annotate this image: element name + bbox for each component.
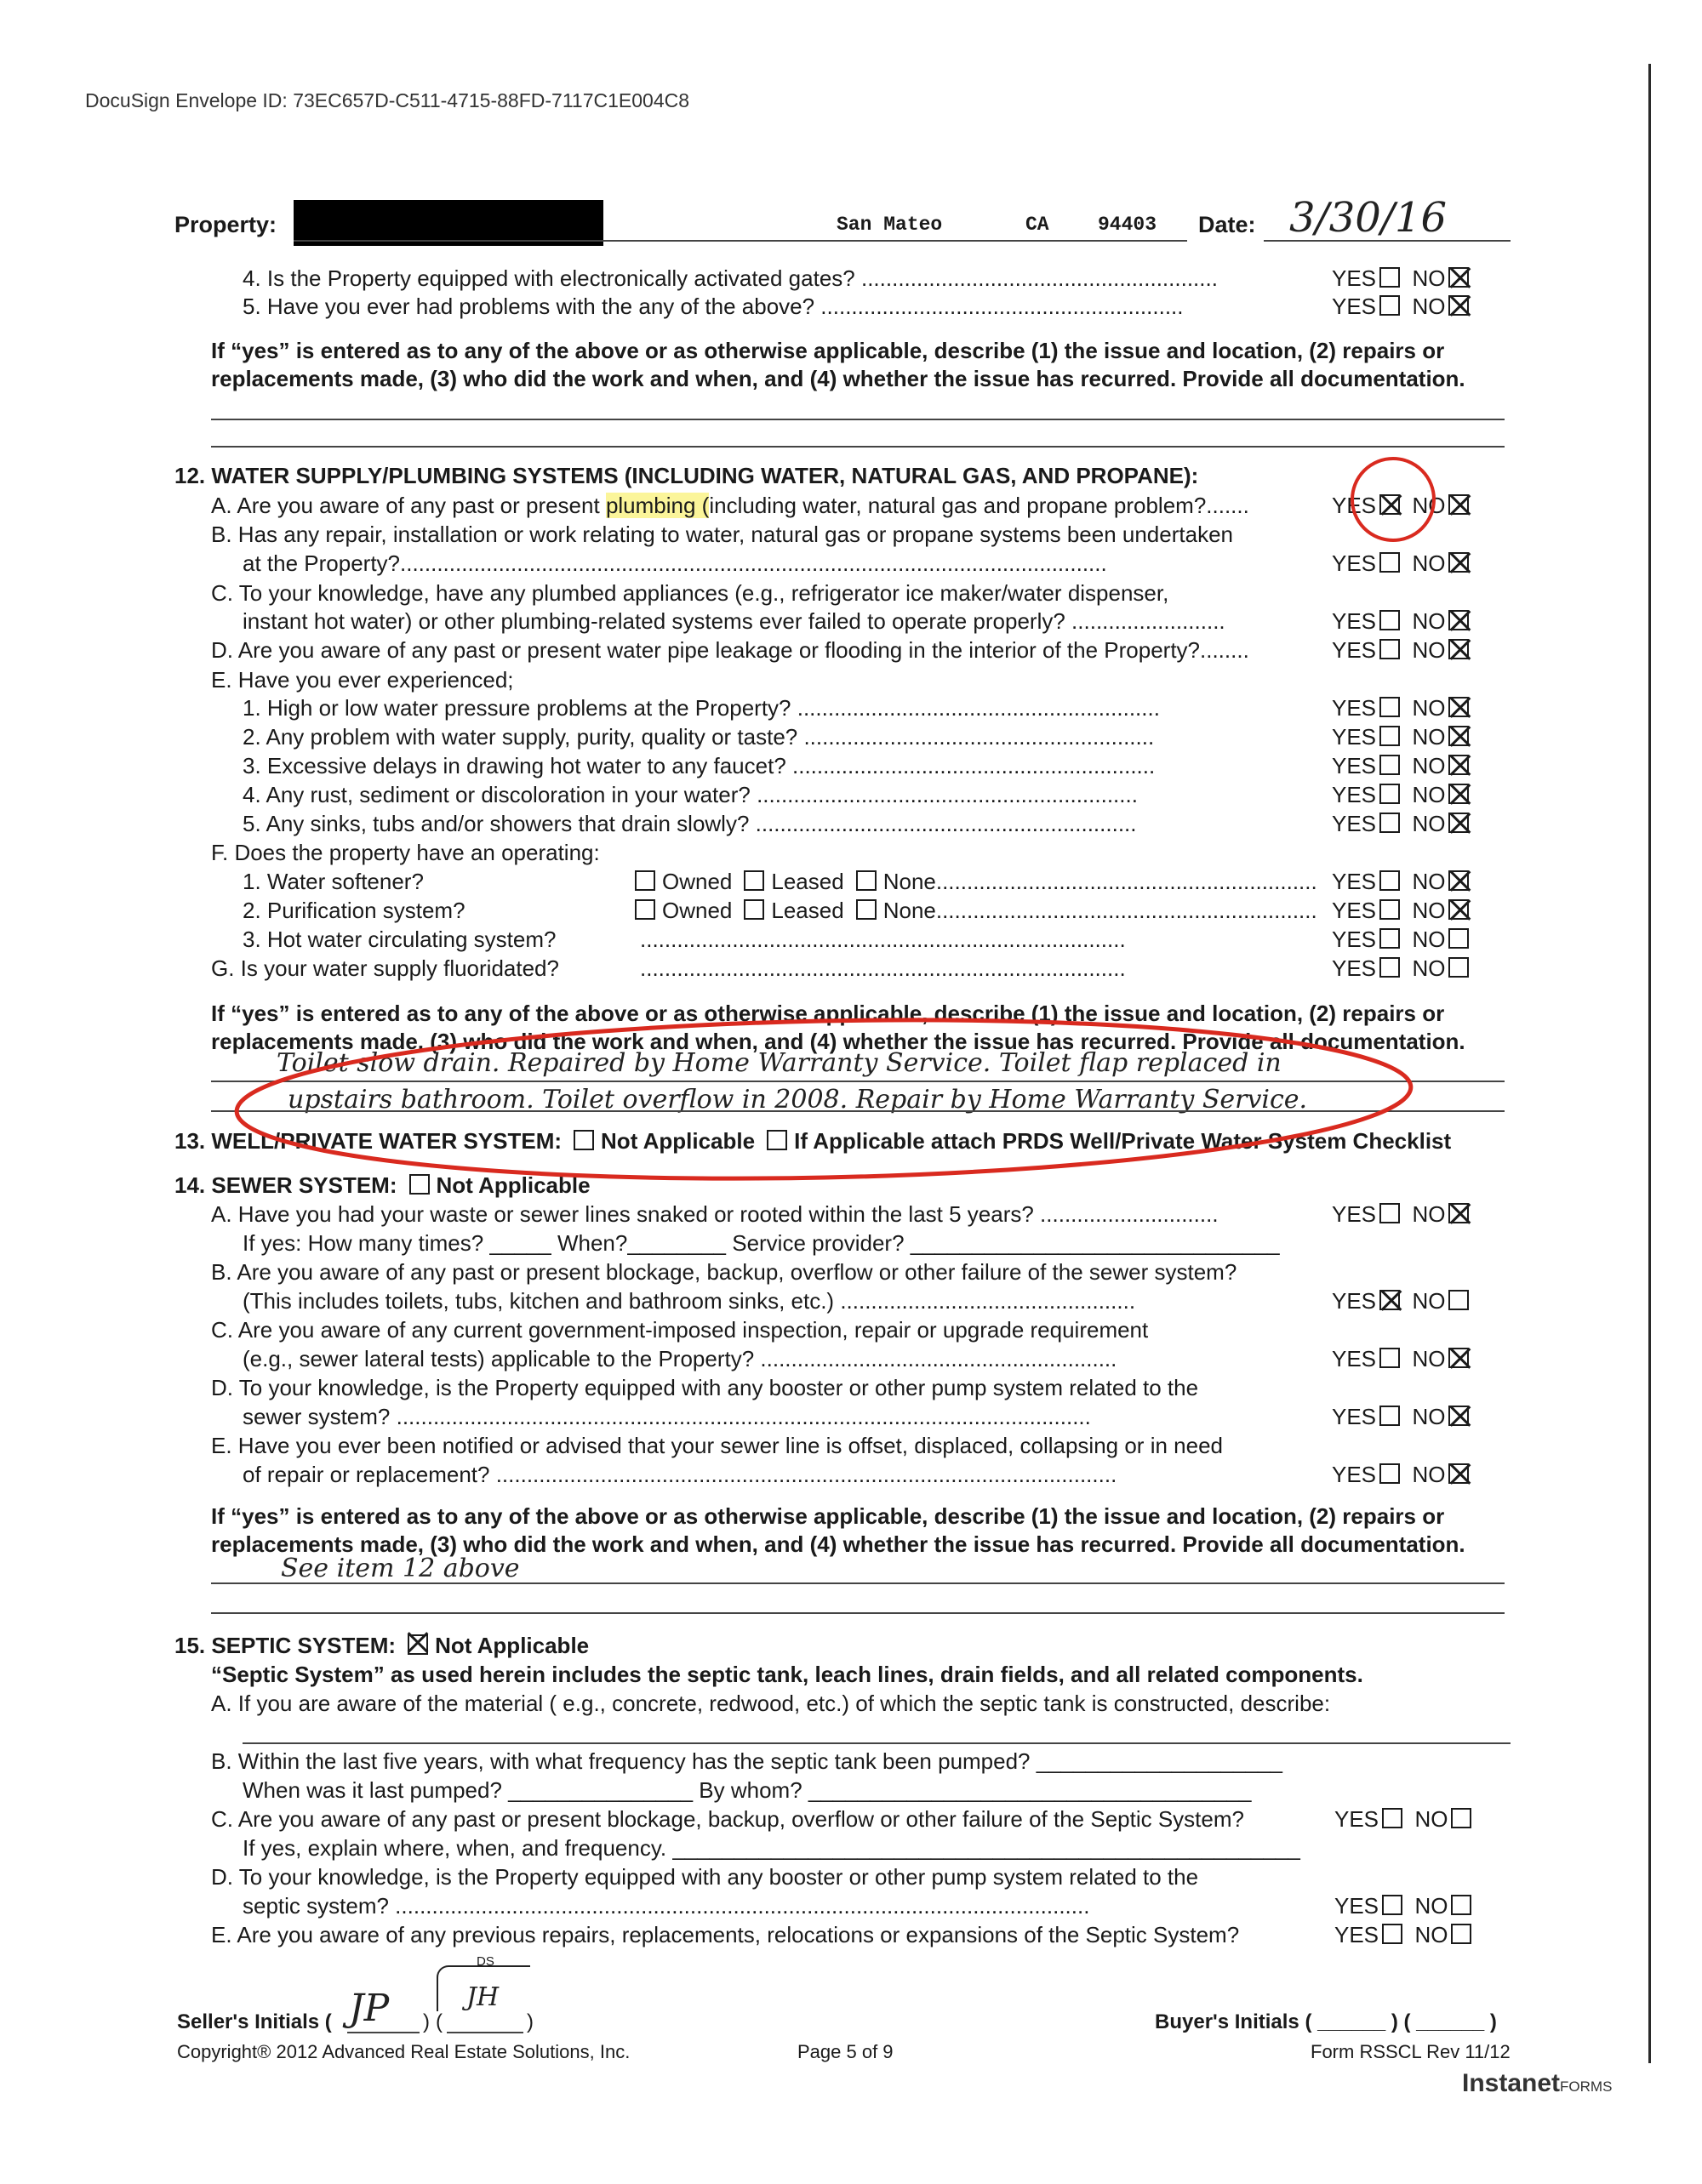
s14-note-2: replacements made, (3) who did the work and when, and (4) whether the issue has recurred. Provide all documentation. — [211, 1531, 1465, 1557]
s12-question-e3: 3. Excessive delays in drawing hot water to any faucet? ........................................................... — [243, 753, 1156, 778]
s12-e5-answer: YES NO — [1332, 810, 1469, 837]
s14-question-d: D. To your knowledge, is the Property equipped with any booster or other pump system related to the — [211, 1375, 1199, 1400]
s15-definition: “Septic System” as used herein includes the septic tank, leach lines, drain fields, and all related components. — [211, 1662, 1363, 1687]
date-label: Date: — [1198, 212, 1256, 237]
s14-b-answer: YES NO — [1332, 1287, 1469, 1314]
redacted-address — [294, 200, 603, 246]
s15-question-c-cont: If yes, explain where, when, and frequency. ___________________________________________________ — [243, 1835, 1300, 1861]
s12-e4-answer: YES NO — [1332, 781, 1469, 808]
section-15-title: 15. SEPTIC SYSTEM: Not Applicable — [174, 1633, 590, 1658]
s12-question-d: D. Are you aware of any past or present water pipe leakage or flooding in the interior of the Property?........ — [211, 637, 1249, 663]
seller-initial-2: JH — [466, 1982, 500, 2012]
s14-question-b-cont: (This includes toilets, tubs, kitchen and bathroom sinks, etc.) ................................................ — [243, 1288, 1136, 1314]
s12-question-a: A. Are you aware of any past or present plumbing (including water, natural gas and propane problem?....... — [211, 493, 1249, 518]
s15-question-b-cont: When was it last pumped? _______________ By whom? ____________________________________ — [243, 1777, 1252, 1803]
s12-f3-answer: YES NO — [1332, 926, 1469, 953]
s12-e1-answer: YES NO — [1332, 694, 1469, 721]
property-city: San Mateo — [837, 214, 943, 236]
s12-f2-options: Owned Leased None.............................................................. — [623, 897, 1317, 924]
envelope-id: DocuSign Envelope ID: 73EC657D-C511-4715-88FD-7117C1E004C8 — [85, 89, 690, 111]
seller-initial-line-2 — [447, 2032, 523, 2033]
prev-note-2: replacements made, (3) who did the work and when, and (4) whether the issue has recurred. Provide all documentation. — [211, 366, 1465, 391]
property-line — [294, 240, 1187, 242]
property-label: Property: — [174, 212, 277, 237]
s12-a-answer: YES NO — [1332, 492, 1469, 519]
s14-question-a: A. Have you had your waste or sewer lines snaked or rooted within the last 5 years? ............................. — [211, 1201, 1219, 1227]
s12-question-e4: 4. Any rust, sediment or discoloration in your water? .............................................................. — [243, 782, 1138, 807]
s15-question-a: A. If you are aware of the material ( e.g., concrete, redwood, etc.) of which the septic tank is constructed, describe: — [211, 1691, 1331, 1716]
s12-answer-line-1 — [211, 1081, 1505, 1082]
instanet-logo: InstanetFORMS — [1462, 2069, 1613, 2097]
s12-question-f3: 3. Hot water circulating system? — [243, 927, 557, 952]
s12-c-answer: YES NO — [1332, 607, 1469, 635]
section-12-title: 12. WATER SUPPLY/PLUMBING SYSTEMS (INCLUDING WATER, NATURAL GAS, AND PROPANE): — [174, 463, 1199, 488]
date-line — [1264, 240, 1511, 242]
s14-question-c: C. Are you aware of any current government-imposed inspection, repair or upgrade requirement — [211, 1317, 1149, 1343]
page-edge-line — [1648, 64, 1651, 2063]
s15-question-d: D. To your knowledge, is the Property equipped with any booster or other pump system related to the — [211, 1864, 1199, 1890]
s14-question-b: B. Are you aware of any past or present blockage, backup, overflow or other failure of the sewer system? — [211, 1259, 1237, 1285]
s12-handwritten-line-2: upstairs bathroom. Toilet overflow in 2008. Repair by Home Warranty Service. — [288, 1085, 1308, 1115]
s12-f2-answer: YES NO — [1332, 897, 1469, 924]
s12-question-b-cont: at the Property?................................................................................................................... — [243, 550, 1107, 576]
s12-b-answer: YES NO — [1332, 550, 1469, 577]
s12-e3-answer: YES NO — [1332, 752, 1469, 779]
s12-g-dots: ............................................................................... — [640, 955, 1126, 981]
prev-q5-answer: YES NO — [1332, 293, 1469, 320]
seller-initial-line-1 — [347, 2032, 420, 2033]
s15-question-b: B. Within the last five years, with what frequency has the septic tank been pumped? ____________________ — [211, 1748, 1282, 1774]
s15-question-c: C. Are you aware of any past or present blockage, backup, overflow or other failure of the Septic System? — [211, 1806, 1244, 1832]
s12-answer-line-2 — [211, 1110, 1505, 1112]
s12-question-f2: 2. Purification system? — [243, 898, 465, 923]
prev-answer-line-1 — [211, 419, 1505, 420]
s15-a-line — [243, 1742, 1511, 1744]
s14-question-d-cont: sewer system? ................................................................................................................. — [243, 1404, 1091, 1429]
s15-e-answer: YES NO — [1334, 1921, 1471, 1948]
s14-question-e: E. Have you ever been notified or advised that your sewer line is offset, displaced, collapsing or in need — [211, 1433, 1223, 1458]
copyright: Copyright® 2012 Advanced Real Estate Solutions, Inc. — [177, 2041, 631, 2062]
s12-question-c-cont: instant hot water) or other plumbing-related systems ever failed to operate properly? ......................... — [243, 608, 1225, 634]
s14-question-e-cont: of repair or replacement? ..................................................................................................... — [243, 1462, 1117, 1487]
property-zip: 94403 — [1098, 214, 1157, 236]
s14-answer-line-2 — [211, 1612, 1505, 1614]
s14-note-1: If “yes” is entered as to any of the above or as otherwise applicable, describe (1) the issue and location, (2) repairs or — [211, 1503, 1445, 1529]
s15-question-d-cont: septic system? ................................................................................................................. — [243, 1893, 1090, 1919]
s12-g-answer: YES NO — [1332, 955, 1469, 982]
seller-initial-1: JP — [349, 1987, 390, 2030]
s12-f1-answer: YES NO — [1332, 868, 1469, 895]
prev-answer-line-2 — [211, 446, 1505, 448]
s15-c-answer: YES NO — [1334, 1805, 1471, 1833]
s12-question-b: B. Has any repair, installation or work relating to water, natural gas or propane systems been undertaken — [211, 522, 1233, 547]
s12-question-e2: 2. Any problem with water supply, purity, quality or taste? ......................................................... — [243, 724, 1155, 750]
s12-question-e: E. Have you ever experienced; — [211, 667, 514, 693]
section-13-title: 13. WELL/PRIVATE WATER SYSTEM: Not Applicable If Applicable attach PRDS Well/Private Water System Checklist — [174, 1128, 1452, 1154]
buyer-initials-label: Buyer's Initials ( ______ ) ( ______ ) — [1155, 2010, 1497, 2033]
prev-q4-answer: YES NO — [1332, 265, 1469, 292]
seller-initials-label: Seller's Initials ( — [177, 2010, 332, 2033]
section-14-title: 14. SEWER SYSTEM: Not Applicable — [174, 1172, 591, 1198]
s12-e2-answer: YES NO — [1332, 723, 1469, 750]
s12-handwritten-line-1: Toilet slow drain. Repaired by Home Warranty Service. Toilet flap replaced in — [277, 1048, 1282, 1078]
s14-a-answer: YES NO — [1332, 1200, 1469, 1228]
prev-note-1: If “yes” is entered as to any of the above or as otherwise applicable, describe (1) the issue and location, (2) repairs or — [211, 338, 1445, 363]
s12-note-2: replacements made, (3) who did the work and when, and (4) whether the issue has recurred. Provide all documentation. — [211, 1029, 1465, 1054]
docusign-ds-label: DS — [477, 1954, 494, 1969]
s12-question-e1: 1. High or low water pressure problems at the Property? ........................................................... — [243, 695, 1160, 721]
s12-question-c: C. To your knowledge, have any plumbed appliances (e.g., refrigerator ice maker/water dispenser, — [211, 580, 1169, 606]
s15-question-e: E. Are you aware of any previous repairs, replacements, relocations or expansions of the Septic System? — [211, 1922, 1240, 1947]
s12-d-answer: YES NO — [1332, 636, 1469, 664]
page-number: Page 5 of 9 — [797, 2041, 894, 2062]
highlight-plumbing: plumbing ( — [605, 493, 710, 518]
s12-f1-options: Owned Leased None.............................................................. — [623, 868, 1317, 895]
form-id: Form RSSCL Rev 11/12 — [1311, 2041, 1511, 2062]
s14-d-answer: YES NO — [1332, 1403, 1469, 1430]
s14-e-answer: YES NO — [1332, 1461, 1469, 1488]
s14-question-c-cont: (e.g., sewer lateral tests) applicable to the Property? .......................................................... — [243, 1346, 1117, 1371]
s12-question-f1: 1. Water softener? — [243, 869, 424, 894]
property-state: CA — [1025, 214, 1049, 236]
s12-question-e5: 5. Any sinks, tubs and/or showers that drain slowly? .............................................................. — [243, 811, 1137, 836]
s14-question-a-sub: If yes: How many times? _____ When?________ Service provider? ______________________________ — [243, 1230, 1280, 1256]
s14-answer-line-1 — [211, 1582, 1505, 1584]
s14-handwritten: See item 12 above — [281, 1554, 520, 1583]
prev-q5: 5. Have you ever had problems with the any of the above? ........................................................... — [243, 294, 1184, 319]
s12-f3-dots: ............................................................................... — [640, 927, 1126, 952]
s12-note-1: If “yes” is entered as to any of the above or as otherwise applicable, describe (1) the issue and location, (2) repairs or — [211, 1001, 1445, 1026]
prev-q4: 4. Is the Property equipped with electronically activated gates? .......................................................... — [243, 265, 1218, 291]
date-value: 3/30/16 — [1289, 194, 1448, 242]
s12-question-f: F. Does the property have an operating: — [211, 840, 600, 865]
s14-c-answer: YES NO — [1332, 1345, 1469, 1372]
s15-d-answer: YES NO — [1334, 1892, 1471, 1919]
s12-question-g: G. Is your water supply fluoridated? — [211, 955, 559, 981]
